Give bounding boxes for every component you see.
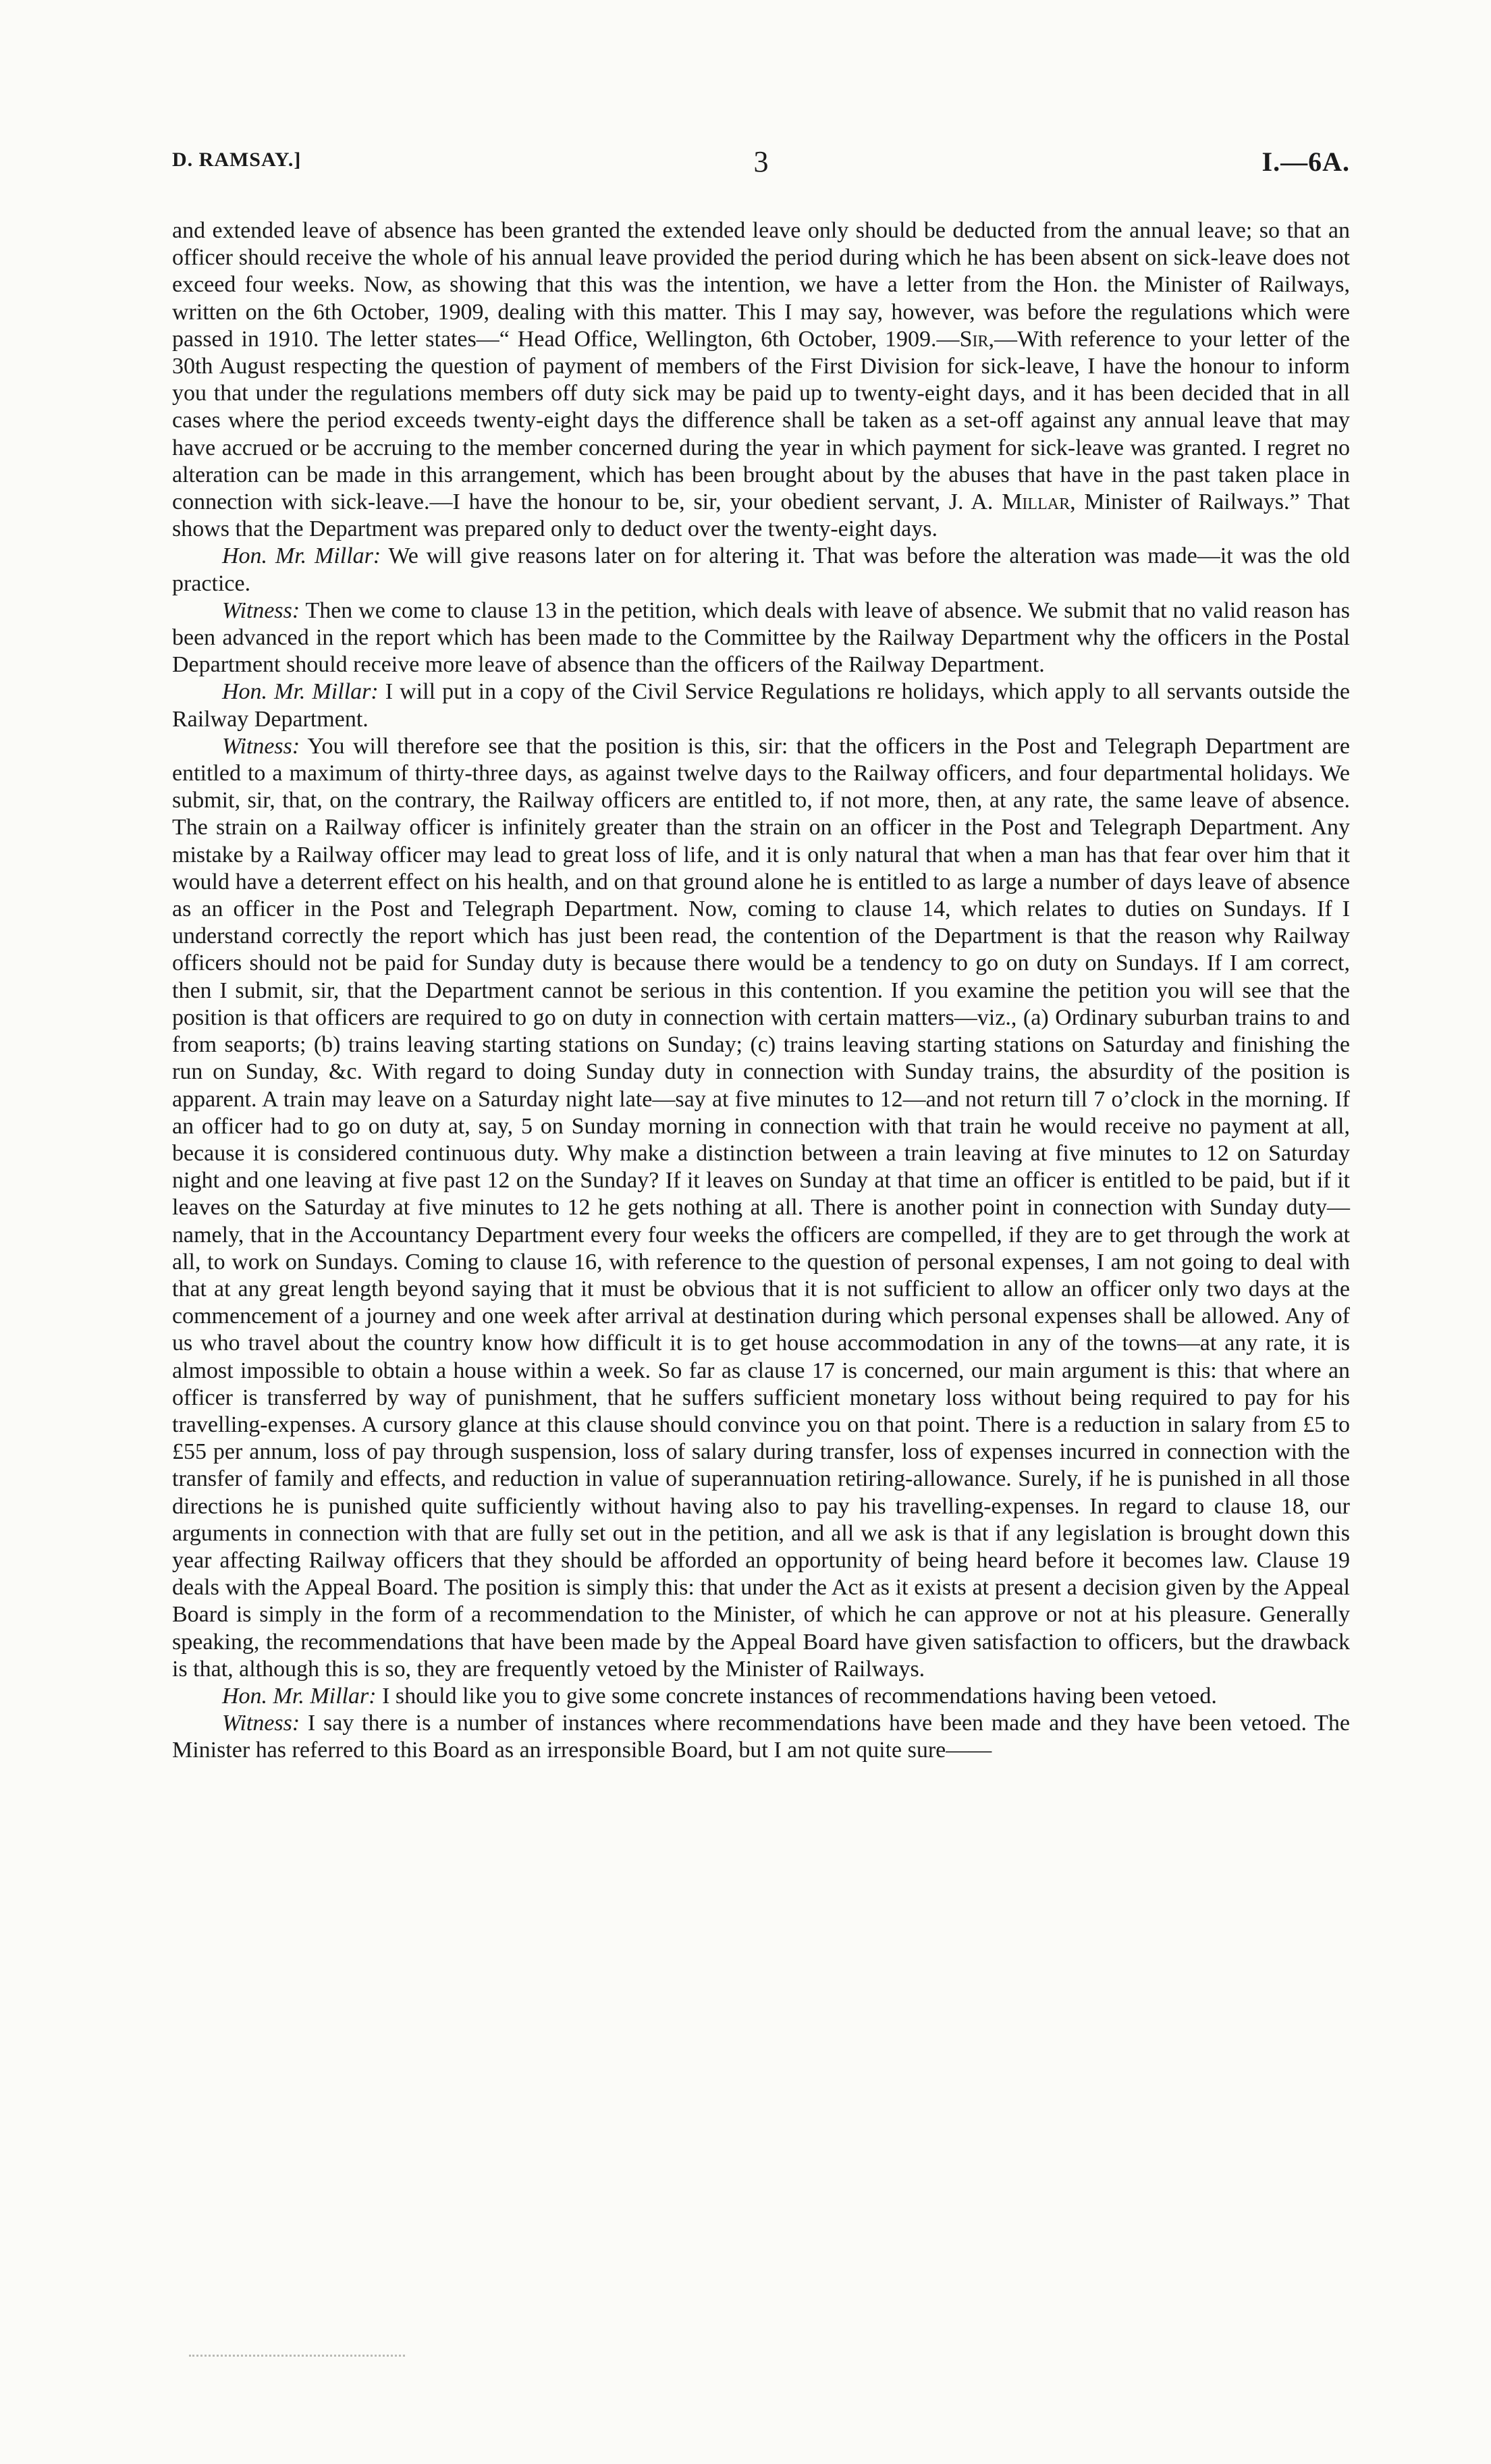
paragraph: Hon. Mr. Millar: I will put in a copy of the Civil Service Regulations re holidays, which apply to all servants outside the Railway Department. <box>172 679 1350 732</box>
paragraph-continuation: and extended leave of absence has been granted the extended leave only should be deducted from the annual leave; so that an officer should receive the whole of his annual leave provided the period during which he has been absent on sick-leave does not exceed four weeks. Now, as showing that this was the intention, we have a letter from the Hon. the Minister of Railways, written on the 6th October, 1909, dealing with this matter. This I may say, however, was before the regulations which were passed in 1910. The letter states—“ Head Office, Wellington, 6th October, 1909.—Sir,—With reference to your letter of the 30th August respecting the question of payment of members of the First Division for sick-leave, I have the honour to inform you that under the regulations members off duty sick may be paid up to twenty-eight days, and it has been decided that in all cases where the period exceeds twenty-eight days the difference shall be taken as a set-off against any annual leave that may have accrued or be accruing to the member concerned during the year in which payment for sick-leave was granted. I regret no alteration can be made in this arrangement, which has been brought about by the abuses that have in the past taken place in connection with sick-leave.—I have the honour to be, sir, your obedient servant, J. A. Millar, Minister of Railways.” That shows that the Department was prepared only to deduct over the twenty-eight days. <box>172 218 1351 542</box>
document-reference: I.—6A. <box>1262 146 1350 177</box>
footer-dotted-rule <box>189 2355 405 2357</box>
speaker-label: Hon. Mr. Millar: <box>222 1683 377 1709</box>
speaker-label: Witness: <box>222 597 300 623</box>
speaker-label: Hon. Mr. Millar: <box>222 679 379 705</box>
paragraph: Witness: Then we come to clause 13 in the petition, which deals with leave of absence. We submit that no valid reason has been advanced in the report which has been made to the Committee by the Railway Department why the officers in the Postal Department should receive more leave of absence than the officers of the Railway Department. <box>172 597 1350 678</box>
witness-name-header: D. RAMSAY.] <box>172 149 302 171</box>
speaker-label: Witness: <box>222 733 300 759</box>
paragraph: Witness: I say there is a number of instances where recommendations have been made and they have been vetoed. The Minister has referred to this Board as an irresponsible Board, but I am not quite sure—— <box>172 1711 1350 1763</box>
paragraph: Hon. Mr. Millar: We will give reasons later on for altering it. That was before the alteration was made—it was the old practice. <box>172 543 1350 596</box>
paragraph: Witness: You will therefore see that the position is this, sir: that the officers in the Post and Telegraph Department are entitled to a maximum of thirty-three days, as against twelve days to the Railway officers, and four departmental holidays. We submit, sir, that, on the contrary, the Railway officers are entitled to, if not more, then, at any rate, the same leave of absence. The strain on a Railway officer is infinitely greater than the strain on an officer in the Post and Telegraph Department. Any mistake by a Railway officer may lead to great loss of life, and it is only natural that when a man has that fear over him that it would have a deterrent effect on his health, and on that ground alone he is entitled to as large a number of days leave of absence as an officer in the Post and Telegraph Department. Now, coming to clause 14, which relates to duties on Sundays. If I understand correctly the report which has just been read, the contention of the Department is that the reason why Railway officers should not be paid for Sunday duty is because there would be a tendency to go on duty on Sundays. If I am correct, then I submit, sir, that the Department cannot be serious in this contention. If you examine the petition you will see that the position is that officers are required to go on duty in connection with certain matters—viz., (a) Ordinary suburban trains to and from seaports; (b) trains leaving starting stations on Sunday; (c) trains leaving starting stations on Saturday and finishing the run on Sunday, &c. With regard to doing Sunday duty in connection with Sunday trains, the absurdity of the position is apparent. A train may leave on a Saturday night late—say at five minutes to 12—and not return till 7 o’clock in the morning. If an officer had to go on duty at, say, 5 on Sunday morning in connection with that train he would receive no payment at all, because it is considered continuous duty. Why make a distinction between a train leaving at five minutes to 12 on Saturday night and one leaving at five past 12 on the Sunday? If it leaves on Sunday at that time an officer is entitled to be paid, but if it leaves on the Saturday at five minutes to 12 he gets nothing at all. There is another point in connection with Sunday duty—namely, that in the Accountancy Department every four weeks the officers are compelled, if they are to get through the work at all, to work on Sundays. Coming to clause 16, with reference to the question of personal expenses, I am not going to deal with that at any great length beyond saying that it must be obvious that it is not sufficient to allow an officer only two days at the commencement of a journey and one week after arrival at destination during which personal expenses shall be allowed. Any of us who travel about the country know how difficult it is to get house accommodation in any of the towns—at any rate, it is almost impossible to obtain a house within a week. So far as clause 17 is concerned, our main argument is this: that where an officer is transferred by way of punishment, that he suffers sufficient monetary loss without being required to pay for his travelling-expenses. A cursory glance at this clause should convince you on that point. There is a reduction in salary from £5 to £55 per annum, loss of pay through suspension, loss of salary during transfer, loss of expenses incurred in connection with the transfer of family and effects, and reduction in value of superannuation retiring-allowance. Surely, if he is punished in all those directions he is punished quite sufficiently without having also to pay his travelling-expenses. In regard to clause 18, our arguments in connection with that are fully set out in the petition, and all we ask is that if any legislation is brought down this year affecting Railway officers that they should be afforded an opportunity of being heard before it becomes law. Clause 19 deals with the Appeal Board. The position is simply this: that under the Act as it exists at present a decision given by the Appeal Board is simply in the form of a recommendation to the Minister, of which he can approve or not at his pleasure. Generally speaking, the recommendations that have been made by the Appeal Board have given satisfaction to officers, but the drawback is that, although this is so, they are frequently vetoed by the Minister of Railways. <box>172 733 1350 1682</box>
page-number: 3 <box>753 145 769 178</box>
speaker-label: Witness: <box>222 1711 300 1736</box>
document-body <box>172 217 1350 1765</box>
page-header <box>172 144 1350 185</box>
paragraph: Hon. Mr. Millar: I should like you to give some concrete instances of recommendations having been vetoed. <box>222 1683 1217 1709</box>
speaker-label: Hon. Mr. Millar: <box>222 543 381 569</box>
